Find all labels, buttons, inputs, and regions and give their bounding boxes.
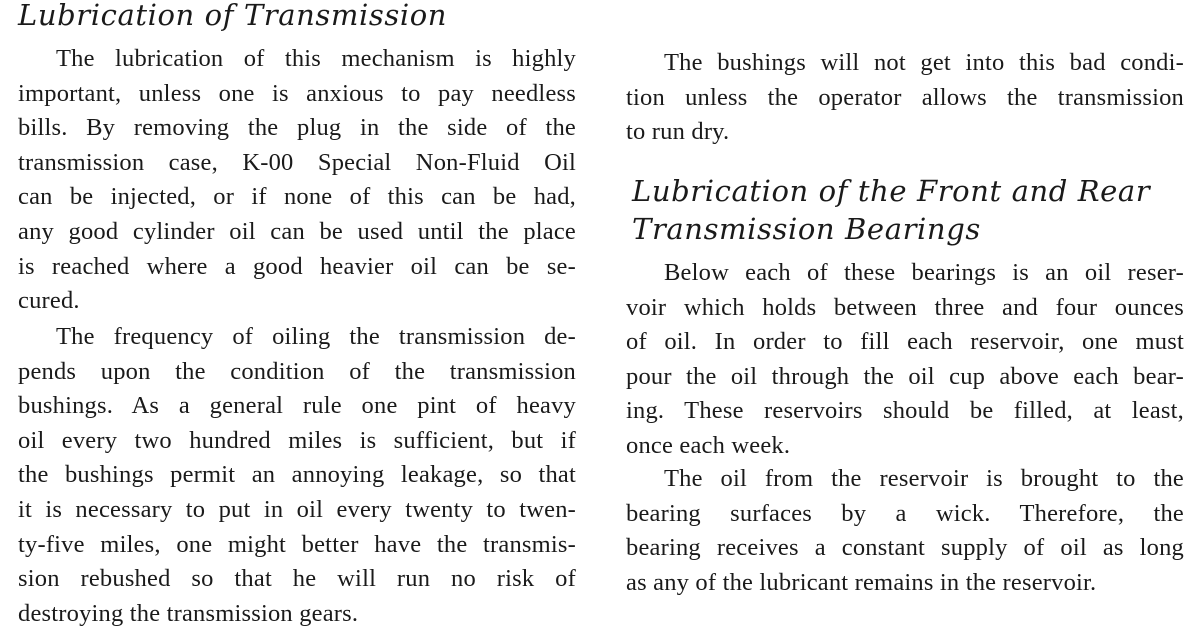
text-line: ing. These reservoirs should be filled, at least, — [626, 397, 1184, 425]
text-line: bushings. As a general rule one pint of heavy — [18, 392, 576, 420]
paragraph-oil-reservoir — [626, 256, 1184, 464]
text-line: bills. By removing the plug in the side of the — [18, 114, 576, 142]
text-line: pour the oil through the oil cup above each bear- — [626, 362, 1184, 390]
text-line: Below each of these bearings is an oil reser- — [664, 259, 1184, 286]
paragraph-oiling-frequency — [18, 320, 576, 631]
text-line: important, unless one is anxious to pay needless — [18, 79, 576, 107]
text-line: once each week. — [626, 431, 791, 459]
text-line: is reached where a good heavier oil can be se- — [18, 252, 576, 280]
text-line: any good cylinder oil can be used until the place — [18, 217, 576, 245]
text-line: The lubrication of this mechanism is highly — [56, 45, 576, 72]
text-line: The frequency of oiling the transmission de- — [56, 323, 576, 350]
text-line: the bushings permit an annoying leakage, so that — [18, 461, 576, 489]
text-line: can be injected, or if none of this can be had, — [18, 183, 576, 211]
text-line: The bushings will not get into this bad condi- — [664, 49, 1184, 76]
text-line: transmission case, K-00 Special Non-Fluid Oil — [18, 148, 576, 176]
text-line: voir which holds between three and four ounces — [626, 293, 1184, 321]
paragraph-wick — [626, 462, 1184, 600]
text-line: oil every two hundred miles is sufficient, but if — [18, 426, 576, 454]
text-line: destroying the transmission gears. — [18, 599, 359, 627]
text-line: ty-five miles, one might better have the transmis- — [18, 530, 576, 558]
text-line: to run dry. — [626, 118, 730, 146]
text-line: cured. — [18, 287, 80, 315]
text-line: of oil. In order to fill each reservoir, one must — [626, 328, 1184, 356]
paragraph-lubrication-importance — [18, 42, 576, 319]
text-line: as any of the lubricant remains in the reservoir. — [626, 568, 1097, 596]
text-line: The oil from the reservoir is brought to the — [664, 465, 1184, 492]
text-line: bearing surfaces by a wick. Therefore, the — [626, 499, 1184, 527]
text-line: tion unless the operator allows the transmission — [626, 83, 1184, 111]
text-line: sion rebushed so that he will run no risk of — [18, 565, 576, 593]
section-heading-bearings: Lubrication of the Front and Rear Transmission Bearings — [632, 174, 1151, 246]
section-heading-transmission: Lubrication of Transmission — [18, 0, 448, 32]
text-line: bearing receives a constant supply of oil as long — [626, 534, 1184, 562]
text-line: it is necessary to put in oil every twenty to twen- — [18, 495, 576, 523]
text-line: pends upon the condition of the transmission — [18, 357, 576, 385]
paragraph-bushings-condition — [626, 46, 1184, 150]
